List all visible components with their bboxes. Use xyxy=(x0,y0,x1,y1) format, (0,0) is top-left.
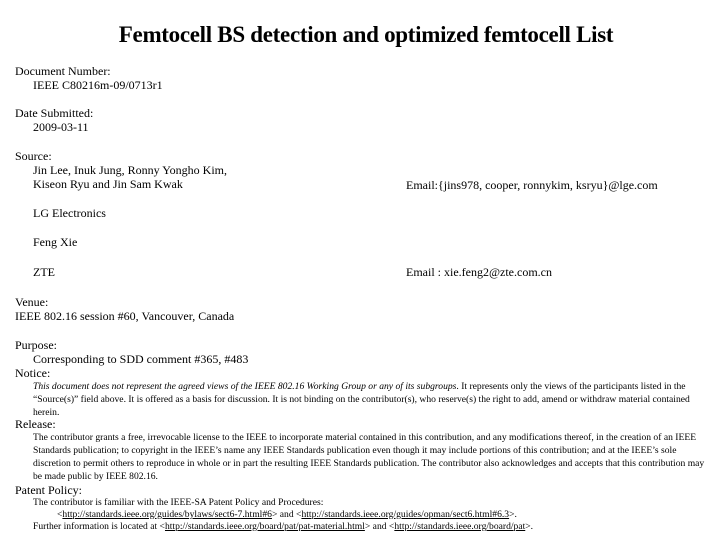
and-text: > and < xyxy=(271,509,302,520)
source-name-zte: Feng Xie xyxy=(33,235,78,249)
release-text: The contributor grants a free, irrevocable license to the IEEE to incorporate material contained in this contribution, and any modifications thereof, in the creation of an IEEE Standards publication; to copyright in the IEEE’s name any IEEE Standards publication even though it may include portions of this contribution; and at the IEEE’s sole discretion to permit others to reproduce in whole or in part the resulting IEEE Standards publication. The contributor also acknowledges and accepts that this contribution may be made public by IEEE 802.16. xyxy=(33,432,705,482)
page-title: Femtocell BS detection and optimized femtocell List xyxy=(118,22,614,47)
document-number-value: IEEE C80216m-09/0713r1 xyxy=(33,78,163,92)
notice-text xyxy=(33,380,705,419)
document-number-label: Document Number: xyxy=(15,64,111,78)
venue-value: IEEE 802.16 session #60, Vancouver, Canada xyxy=(15,309,235,323)
bracket-close: >. xyxy=(525,521,534,532)
notice-label: Notice: xyxy=(15,366,51,380)
source-org-zte: ZTE xyxy=(33,265,55,279)
venue-label: Venue: xyxy=(15,295,49,309)
date-submitted-label: Date Submitted: xyxy=(15,106,94,120)
bylaws-link[interactable]: http://standards.ieee.org/guides/bylaws/sect6-7.html#6 xyxy=(62,509,272,520)
purpose-value: Corresponding to SDD comment #365, #483 xyxy=(33,352,249,366)
source-label: Source: xyxy=(15,149,52,163)
board-pat-link[interactable]: http://standards.ieee.org/board/pat xyxy=(394,521,526,532)
opman-link[interactable]: http://standards.ieee.org/guides/opman/sect6.html#6.3 xyxy=(301,509,510,520)
source-names-line1: Jin Lee, Inuk Jung, Ronny Yongho Kim, xyxy=(33,163,228,177)
patent-policy-line3 xyxy=(33,520,533,533)
bracket-close: >. xyxy=(509,509,517,520)
and-text: > and < xyxy=(364,521,395,532)
release-label: Release: xyxy=(15,417,56,431)
patent-policy-label: Patent Policy: xyxy=(15,483,82,497)
pat-material-link[interactable]: http://standards.ieee.org/board/pat/pat-material.html xyxy=(164,521,365,532)
notice-text-italic: This document does not represent the agreed views of the IEEE 802.16 Working Group or any of its subgroups xyxy=(33,381,457,392)
purpose-label: Purpose: xyxy=(15,338,57,352)
source-names-line2: Kiseon Ryu and Jin Sam Kwak xyxy=(33,177,183,191)
source-email-zte: Email : xie.feng2@zte.com.cn xyxy=(406,265,552,279)
patent-policy-line1: The contributor is familiar with the IEEE-SA Patent Policy and Procedures: xyxy=(33,497,324,508)
source-org-lg: LG Electronics xyxy=(33,206,106,220)
source-email-lg: Email:{jins978, cooper, ronnykim, ksryu}@lge.com xyxy=(406,178,658,192)
bracket-open: < xyxy=(57,509,63,520)
date-submitted-value: 2009-03-11 xyxy=(33,120,89,134)
further-info-text: Further information is located at < xyxy=(33,521,165,532)
notice-text-rest: . It represents only the views of the participants listed in the “Source(s)” field above. It is offered as a basis for discussion. It is not binding on the contributor(s), who reserve(s) the right to add, amend or withdraw material contained herein. xyxy=(33,381,690,418)
